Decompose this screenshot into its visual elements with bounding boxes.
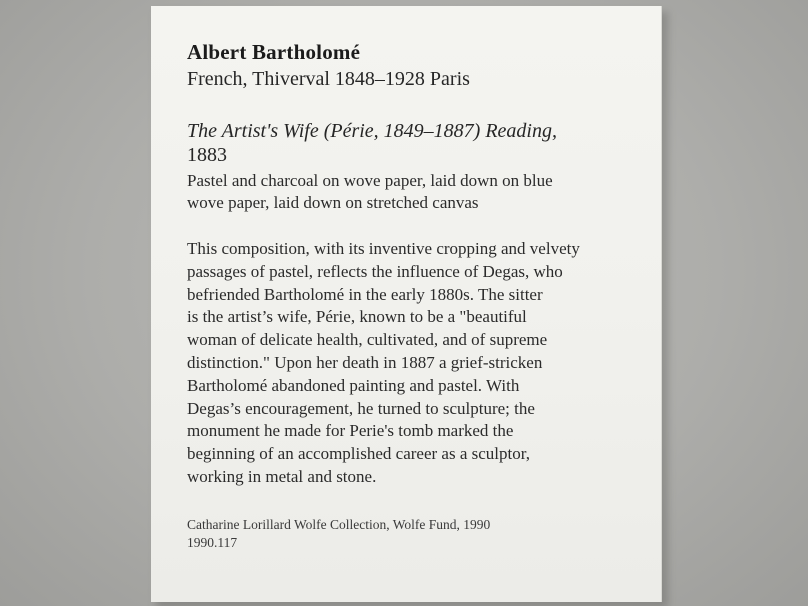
artwork-description (187, 238, 627, 489)
description-line: beginning of an accomplished career as a sculptor, (187, 444, 530, 464)
museum-label-card (151, 6, 662, 602)
credit-block (187, 516, 490, 552)
description-line: is the artist’s wife, Périe, known to be a "beautiful (187, 307, 527, 327)
description-line: Degas’s encouragement, he turned to sculpture; the (187, 398, 535, 418)
description-line: working in metal and stone. (187, 466, 377, 486)
description-line: Bartholomé abandoned painting and pastel. With (187, 375, 520, 395)
accession-number: 1990.117 (187, 535, 238, 550)
artist-nationality-dates: French, Thiverval 1848–1928 Paris (187, 68, 470, 90)
artwork-date: 1883 (187, 144, 227, 166)
artwork-title: The Artist's Wife (Périe, 1849–1887) Reading, (187, 120, 557, 142)
credit-line: Catharine Lorillard Wolfe Collection, Wolfe Fund, 1990 (187, 517, 491, 532)
artwork-medium (187, 170, 627, 214)
description-line: woman of delicate health, cultivated, and of supreme (187, 330, 548, 350)
medium-line: Pastel and charcoal on wove paper, laid down on blue (187, 171, 553, 190)
description-line: passages of pastel, reflects the influence of Degas, who (187, 261, 563, 281)
description-line: This composition, with its inventive cropping and velvety (187, 239, 580, 258)
description-line: monument he made for Perie's tomb marked the (187, 421, 514, 441)
description-line: befriended Bartholomé in the early 1880s. The sitter (187, 284, 543, 304)
medium-line: wove paper, laid down on stretched canvas (187, 193, 479, 212)
description-line: distinction." Upon her death in 1887 a grief-stricken (187, 352, 543, 372)
artist-name: Albert Bartholomé (187, 40, 361, 64)
